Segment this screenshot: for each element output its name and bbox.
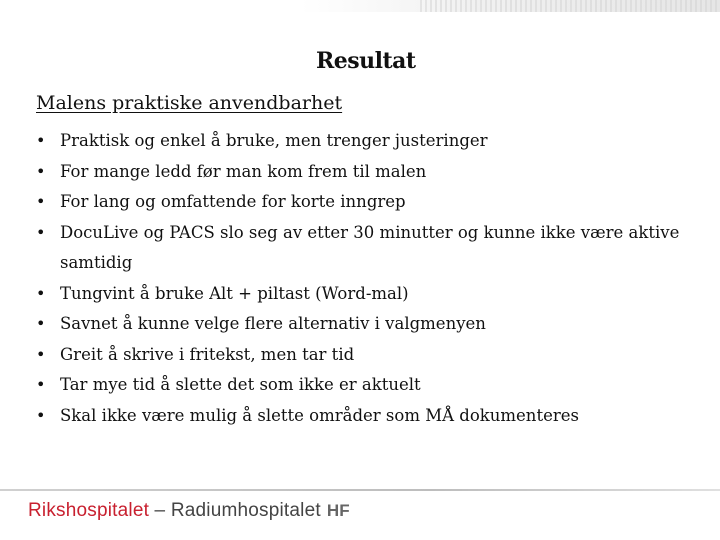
bullet-list [36, 126, 696, 431]
bullet-icon: • [36, 314, 46, 333]
footer-brand-suffix: HF [326, 501, 350, 520]
bullet-icon: • [36, 131, 46, 150]
bullet-icon: • [36, 161, 46, 181]
list-item: • Praktisk og enkel å bruke, men trenger justeringer [36, 126, 696, 157]
bullet-icon: • [36, 375, 46, 394]
list-item: • Skal ikke være mulig å slette områder som MÅ dokumenteres [36, 401, 696, 432]
list-item: • DocuLive og PACS slo seg av etter 30 minutter og kunne ikke være aktive samtidig [36, 218, 696, 279]
bullet-icon: • [36, 283, 46, 303]
footer-brand-radiumhospitalet: Radiumhospitalet [170, 500, 321, 521]
list-item: • Tungvint å bruke Alt + piltast (Word-mal) [36, 279, 696, 310]
list-item: • Tar mye tid å slette det som ikke er aktuelt [36, 370, 696, 401]
slide-title-text: Resultat [316, 48, 416, 74]
bullet-icon: • [36, 222, 46, 242]
footer-logo [28, 500, 350, 522]
footer-separator: – [149, 500, 171, 521]
bullet-icon: • [36, 192, 46, 211]
list-item: • For mange ledd før man kom frem til malen [36, 157, 696, 188]
footer-brand-rikshospitalet: Rikshospitalet [28, 500, 150, 521]
top-decorative-stripes [420, 0, 720, 12]
bullet-icon: • [36, 405, 46, 425]
slide-title [316, 48, 416, 74]
list-item: • Savnet å kunne velge flere alternativ i valgmenyen [36, 309, 696, 340]
footer-divider [0, 489, 720, 491]
slide-subtitle: Malens praktiske anvendbarhet [36, 92, 343, 114]
list-item: • For lang og omfattende for korte inngrep [36, 187, 696, 218]
list-item: • Greit å skrive i fritekst, men tar tid [36, 340, 696, 371]
bullet-icon: • [36, 344, 46, 364]
